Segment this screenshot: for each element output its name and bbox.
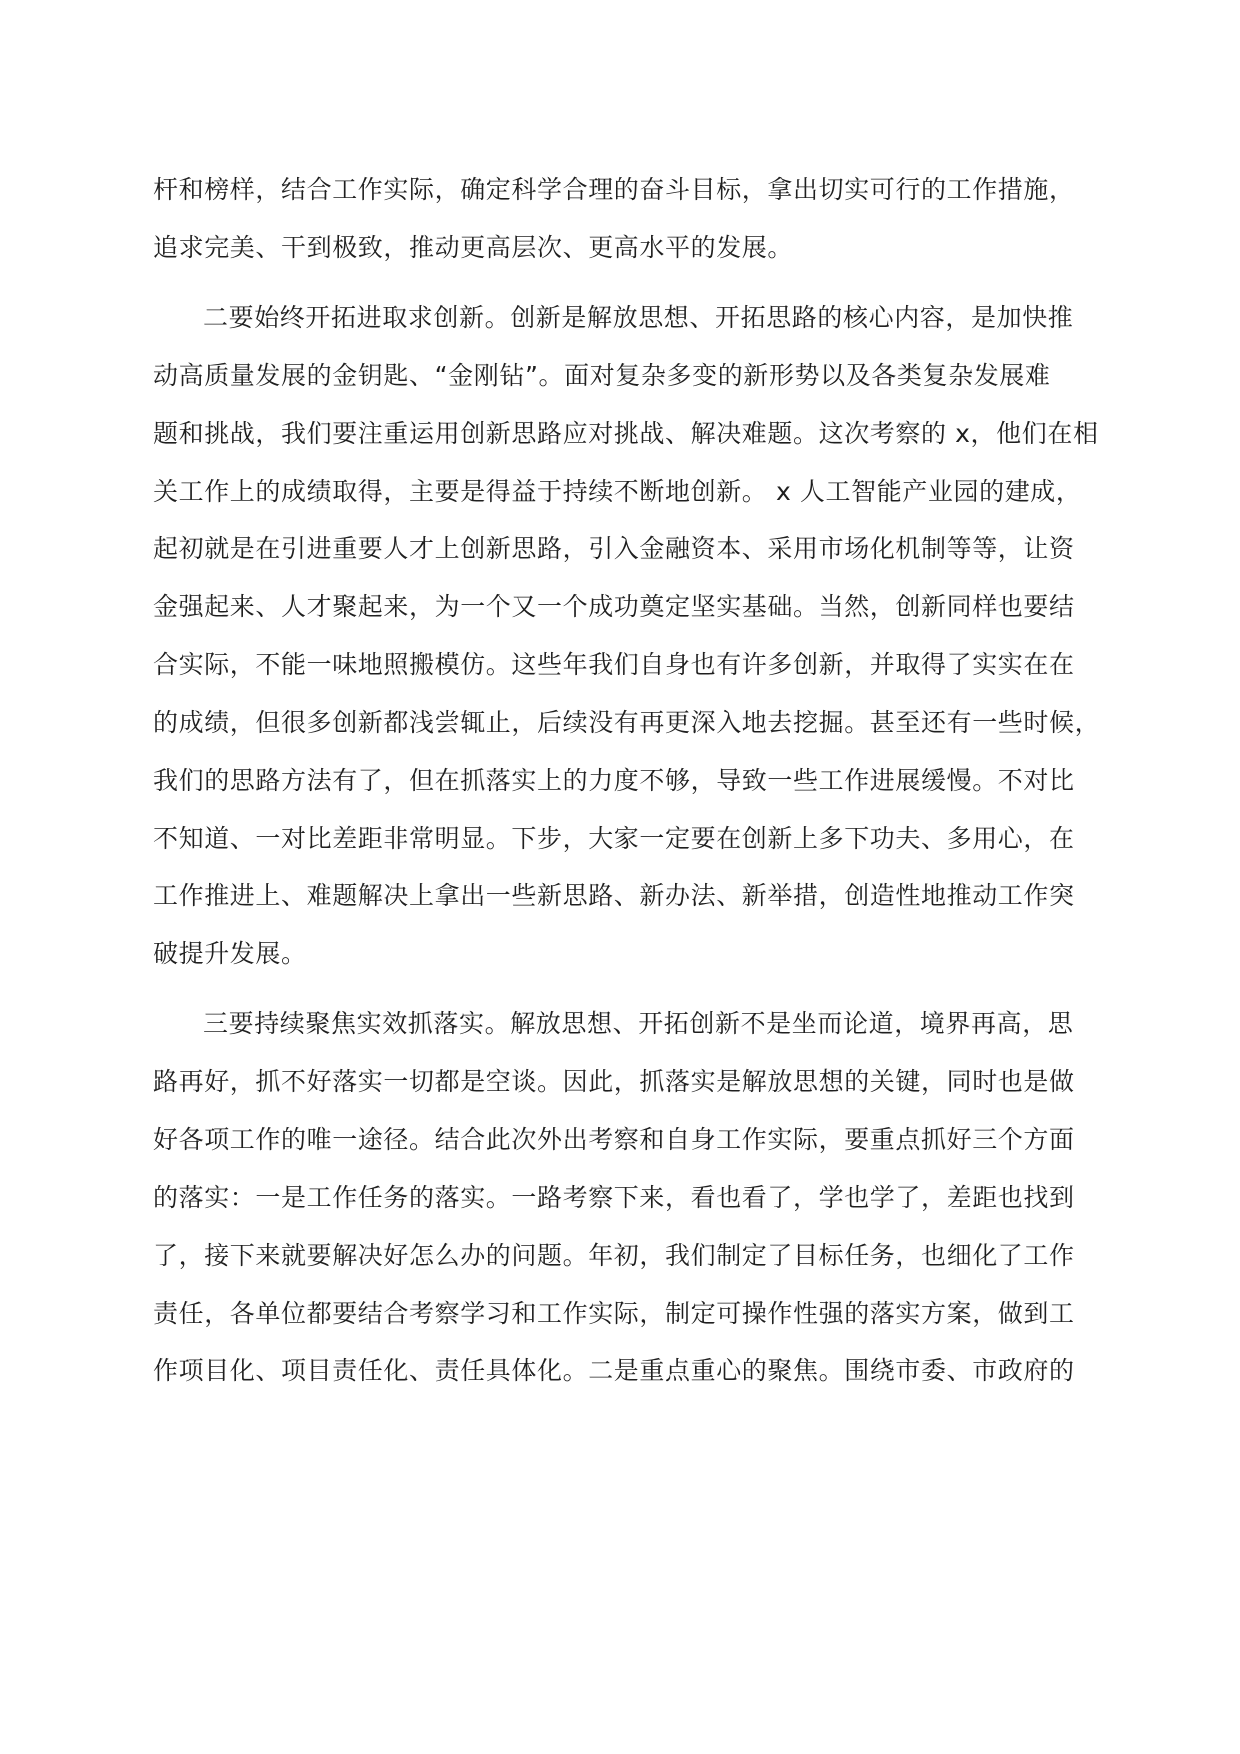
text-line: 的成绩，但很多创新都浅尝辄止，后续没有再更深入地去挖掘。甚至还有一些时候， [153,708,1101,737]
text-line: 好各项工作的唯一途径。结合此次外出考察和自身工作实际，要重点抓好三个方面 [153,1125,1075,1154]
paragraph-first-line: 三要持续聚焦实效抓落实。解放思想、开拓创新不是坐而论道，境界再高，思 [203,1009,1074,1038]
paragraph-first-line: 二要始终开拓进取求创新。创新是解放思想、开拓思路的核心内容，是加快推 [203,303,1074,332]
text-line: 破提升发展。 [153,939,307,968]
text-line: 工作推进上、难题解决上拿出一些新思路、新办法、新举措，创造性地推动工作突 [153,881,1075,910]
text-line: 作项目化、项目责任化、责任具体化。二是重点重心的聚焦。围绕市委、市政府的 [153,1356,1075,1385]
text-line: 题和挑战，我们要注重运用创新思路应对挑战、解决难题。这次考察的 x，他们在相 [153,419,1099,448]
text-line: 动高质量发展的金钥匙、“金刚钻”。面对复杂多变的新形势以及各类复杂发展难 [153,361,1051,390]
text-line: 合实际，不能一味地照搬模仿。这些年我们自身也有许多创新，并取得了实实在在 [153,650,1075,679]
text-line: 不知道、一对比差距非常明显。下步，大家一定要在创新上多下功夫、多用心，在 [153,824,1075,853]
text-line: 我们的思路方法有了，但在抓落实上的力度不够，导致一些工作进展缓慢。不对比 [153,766,1075,795]
text-line: 了，接下来就要解决好怎么办的问题。年初，我们制定了目标任务，也细化了工作 [153,1241,1075,1270]
text-line: 的落实：一是工作任务的落实。一路考察下来，看也看了，学也学了，差距也找到 [153,1183,1075,1212]
text-line: 责任，各单位都要结合考察学习和工作实际，制定可操作性强的落实方案，做到工 [153,1299,1075,1328]
text-line: 路再好，抓不好落实一切都是空谈。因此，抓落实是解放思想的关键，同时也是做 [153,1067,1075,1096]
text-line: 追求完美、干到极致，推动更高层次、更高水平的发展。 [153,233,794,262]
text-line: 关工作上的成绩取得，主要是得益于持续不断地创新。 x 人工智能产业园的建成， [153,477,1082,506]
text-line: 金强起来、人才聚起来，为一个又一个成功奠定坚实基础。当然，创新同样也要结 [153,592,1075,621]
text-line: 杆和榜样，结合工作实际，确定科学合理的奋斗目标，拿出切实可行的工作措施， [153,175,1075,204]
text-line: 起初就是在引进重要人才上创新思路，引入金融资本、采用市场化机制等等，让资 [153,534,1075,563]
